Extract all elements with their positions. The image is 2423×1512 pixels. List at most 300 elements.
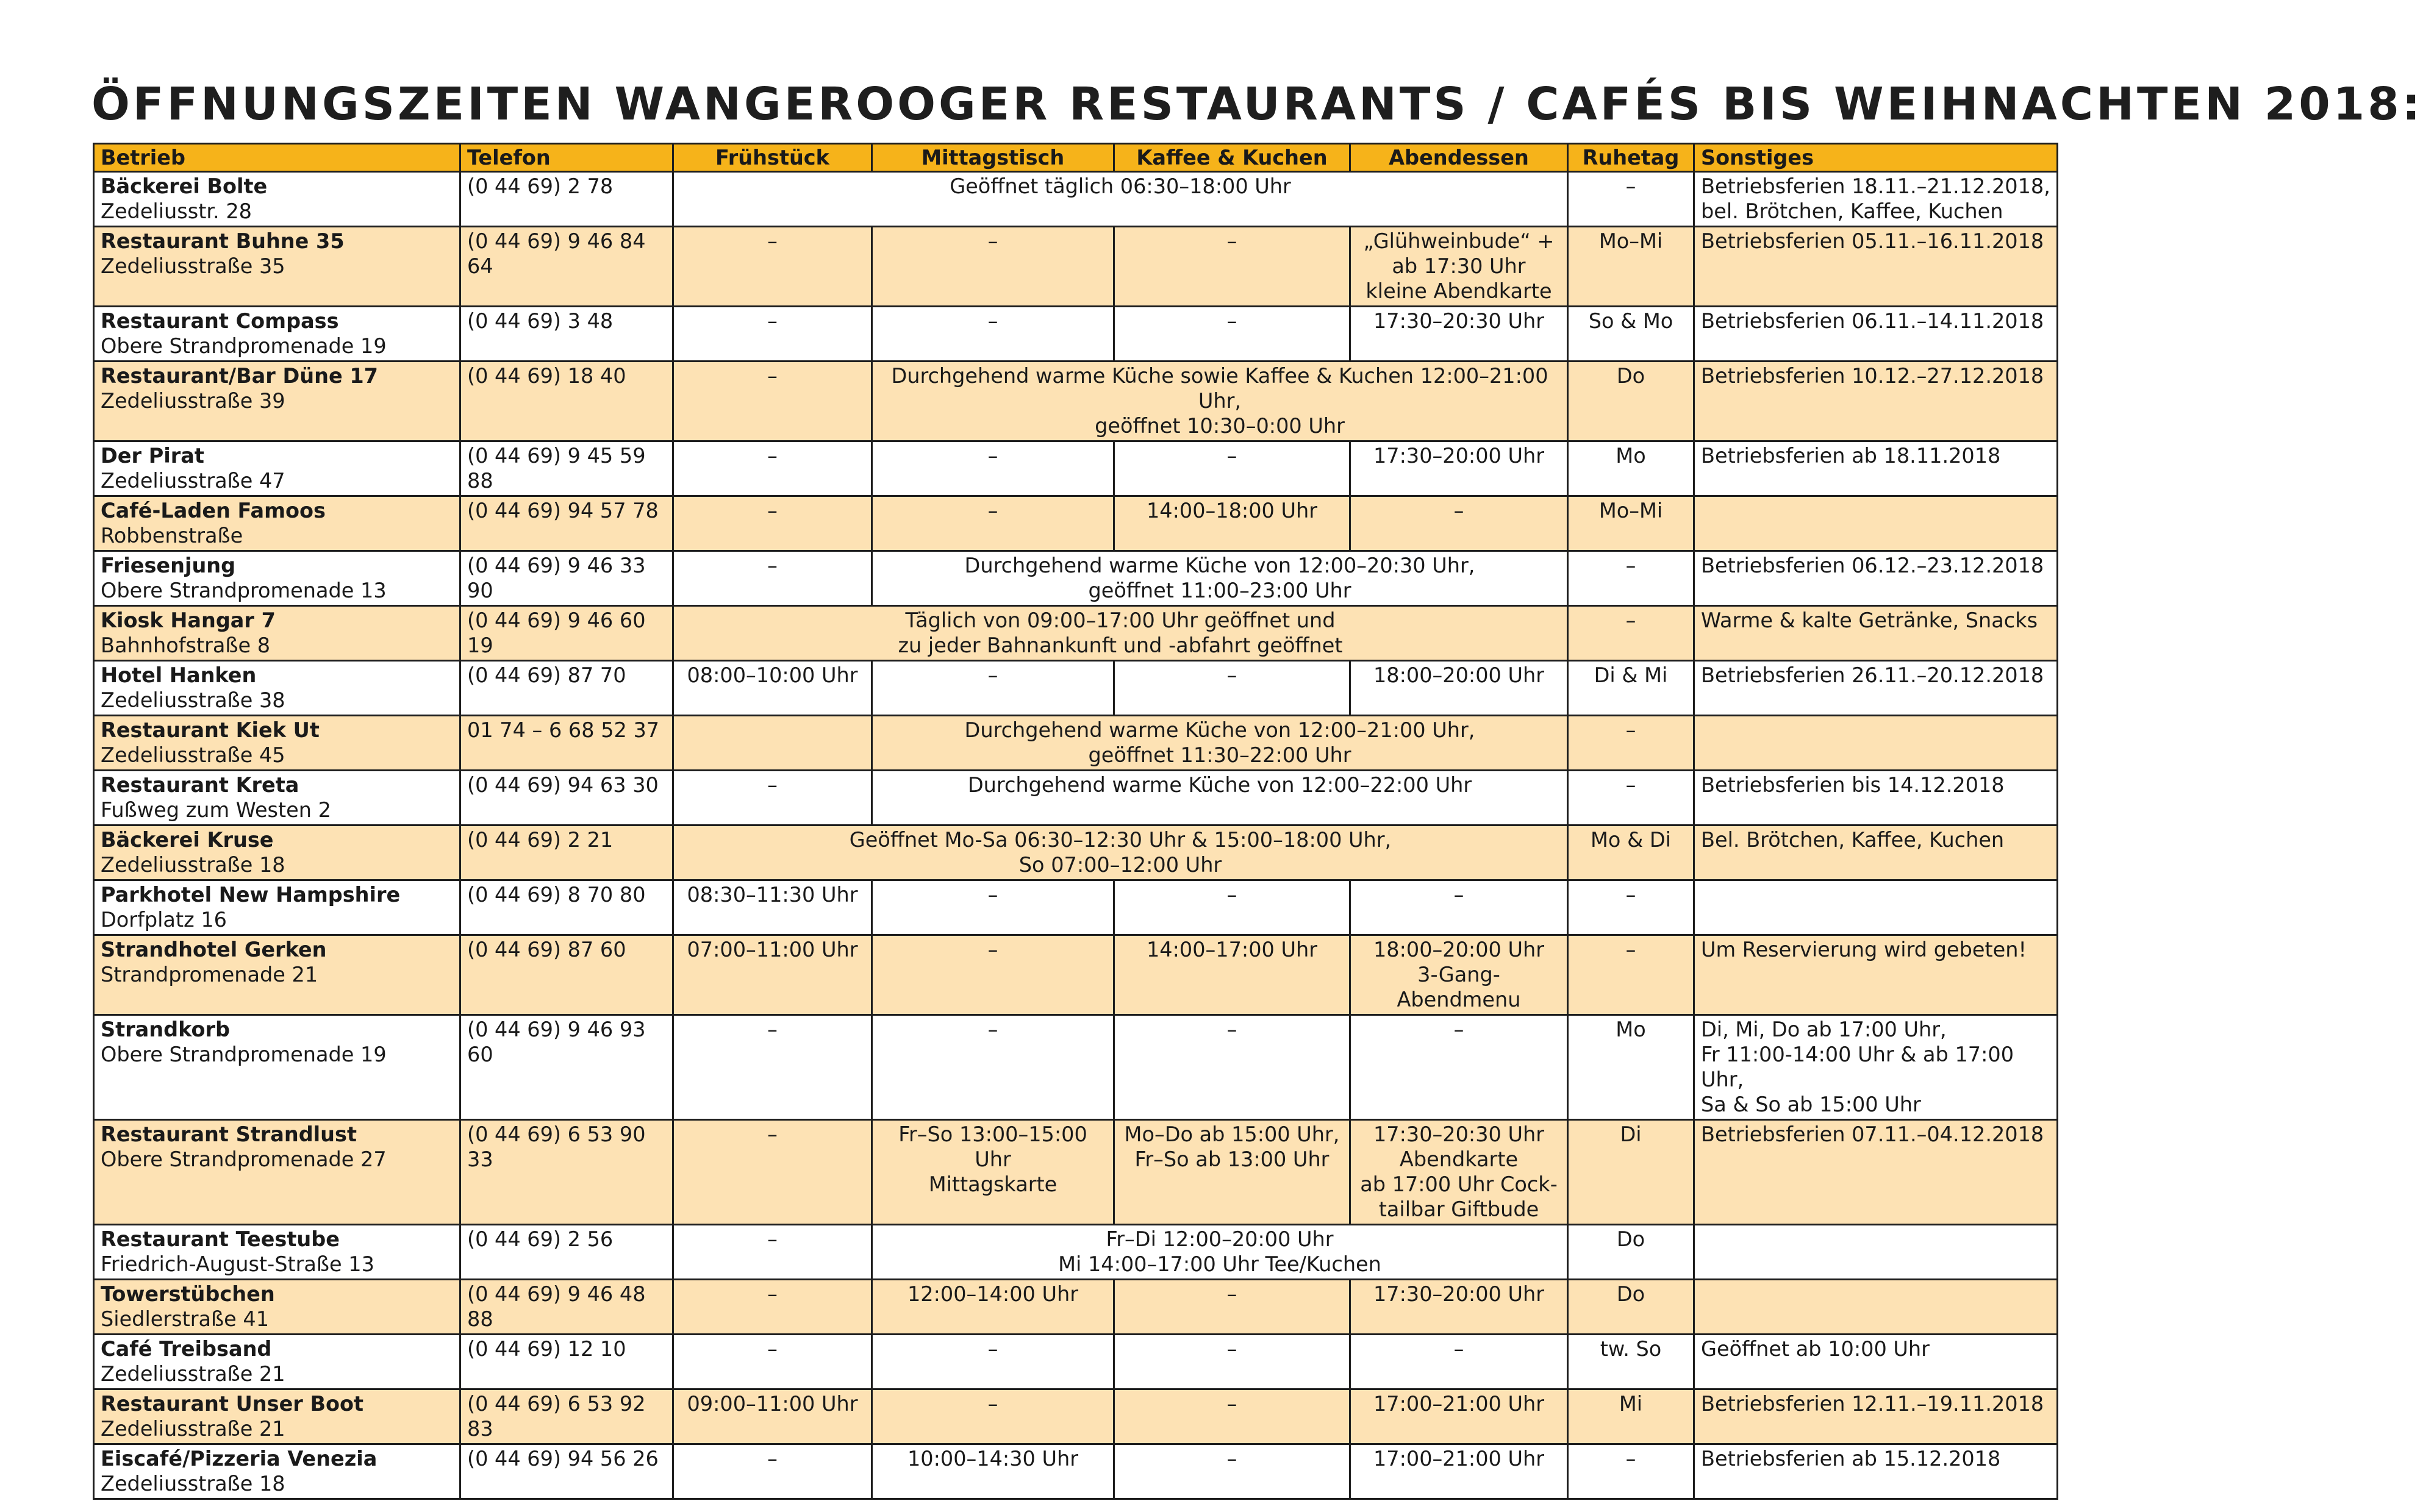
cell-betrieb bbox=[94, 1225, 460, 1280]
business-address: Zedeliusstraße 47 bbox=[101, 469, 285, 493]
cell-line: – bbox=[767, 554, 778, 577]
cell-kaffee bbox=[1114, 1015, 1350, 1120]
business-name: Hotel Hanken bbox=[101, 663, 257, 687]
cell-telefon bbox=[460, 716, 673, 771]
cell-line: Betriebsferien 18.11.–21.12.2018, bbox=[1701, 174, 2050, 198]
cell-betrieb bbox=[94, 880, 460, 935]
cell-line: 08:30–11:30 Uhr bbox=[687, 883, 858, 907]
cell-line: Betriebsferien 26.11.–20.12.2018 bbox=[1701, 663, 2044, 687]
cell-kaffee bbox=[1114, 307, 1350, 362]
cell-line: Geöffnet täglich 06:30–18:00 Uhr bbox=[950, 174, 1291, 198]
cell-fruehstueck bbox=[673, 716, 872, 771]
cell-line: (0 44 69) 2 21 bbox=[467, 828, 614, 852]
cell-line: Fr 11:00-14:00 Uhr & ab 17:00 Uhr, bbox=[1701, 1043, 2014, 1091]
cell-mittagstisch bbox=[872, 227, 1114, 307]
cell-fruehstueck bbox=[673, 661, 872, 716]
cell-betrieb bbox=[94, 441, 460, 496]
cell-kaffee bbox=[1114, 496, 1350, 551]
business-address: Strandpromenade 21 bbox=[101, 963, 318, 986]
cell-kaffee bbox=[1114, 1120, 1350, 1225]
column-header-telefon: Telefon bbox=[460, 144, 673, 172]
business-address: Friedrich-August-Straße 13 bbox=[101, 1252, 374, 1276]
cell-sonstiges bbox=[1694, 716, 2058, 771]
cell-betrieb bbox=[94, 362, 460, 441]
cell-kaffee bbox=[1114, 1280, 1350, 1335]
business-name: Restaurant Kreta bbox=[101, 773, 299, 797]
cell-line: 17:30–20:00 Uhr bbox=[1373, 1282, 1544, 1306]
cell-ruhetag bbox=[1568, 935, 1694, 1015]
business-address: Zedeliusstraße 18 bbox=[101, 853, 285, 877]
cell-line: – bbox=[987, 309, 998, 333]
cell-span-hours bbox=[673, 606, 1568, 661]
cell-kaffee bbox=[1114, 661, 1350, 716]
cell-sonstiges bbox=[1694, 826, 2058, 880]
cell-line: 07:00–11:00 Uhr bbox=[687, 938, 858, 961]
cell-betrieb bbox=[94, 716, 460, 771]
cell-fruehstueck bbox=[673, 362, 872, 441]
cell-line: – bbox=[1625, 938, 1636, 961]
cell-abendessen bbox=[1350, 1120, 1568, 1225]
business-address: Siedlerstraße 41 bbox=[101, 1307, 270, 1331]
cell-line: So & Mo bbox=[1588, 309, 1673, 333]
cell-sonstiges bbox=[1694, 880, 2058, 935]
table-row bbox=[94, 551, 2058, 606]
cell-line: – bbox=[1226, 229, 1237, 253]
business-name: Bäckerei Kruse bbox=[101, 828, 274, 852]
cell-betrieb bbox=[94, 661, 460, 716]
cell-line: tailbar Giftbude bbox=[1378, 1197, 1539, 1221]
cell-abendessen bbox=[1350, 661, 1568, 716]
column-header-kaffee: Kaffee & Kuchen bbox=[1114, 144, 1350, 172]
page-title: ÖFFNUNGSZEITEN WANGEROOGER RESTAURANTS / CAFÉS BIS WEIHNACHTEN 2018: bbox=[91, 78, 2423, 130]
cell-fruehstueck bbox=[673, 441, 872, 496]
cell-line: – bbox=[767, 364, 778, 388]
business-address: Zedeliusstr. 28 bbox=[101, 199, 252, 223]
cell-line: Geöffnet Mo-Sa 06:30–12:30 Uhr & 15:00–18:00 Uhr, bbox=[849, 828, 1392, 852]
cell-sonstiges bbox=[1694, 1280, 2058, 1335]
cell-line: (0 44 69) 9 46 93 60 bbox=[467, 1018, 646, 1066]
cell-line: Mo & Di bbox=[1591, 828, 1671, 852]
business-address: Obere Strandpromenade 19 bbox=[101, 1043, 387, 1066]
business-address: Obere Strandpromenade 13 bbox=[101, 579, 387, 602]
cell-ruhetag bbox=[1568, 880, 1694, 935]
cell-line: Do bbox=[1616, 1282, 1645, 1306]
business-name: Strandkorb bbox=[101, 1018, 230, 1041]
cell-line: – bbox=[987, 229, 998, 253]
cell-line: Täglich von 09:00–17:00 Uhr geöffnet und bbox=[905, 608, 1336, 632]
business-name: Café-Laden Famoos bbox=[101, 499, 326, 522]
cell-line: Um Reservierung wird gebeten! bbox=[1701, 938, 2027, 961]
cell-betrieb bbox=[94, 1389, 460, 1444]
business-name: Restaurant/Bar Düne 17 bbox=[101, 364, 378, 388]
cell-mittagstisch bbox=[872, 935, 1114, 1015]
cell-line: (0 44 69) 8 70 80 bbox=[467, 883, 646, 907]
cell-line: Di bbox=[1620, 1122, 1642, 1146]
cell-line: – bbox=[1453, 883, 1464, 907]
cell-betrieb bbox=[94, 606, 460, 661]
cell-telefon bbox=[460, 307, 673, 362]
business-name: Restaurant Teestube bbox=[101, 1227, 340, 1251]
cell-fruehstueck bbox=[673, 1015, 872, 1120]
cell-line: Betriebsferien 06.11.–14.11.2018 bbox=[1701, 309, 2044, 333]
cell-line: Mittagskarte bbox=[928, 1172, 1058, 1196]
business-name: Parkhotel New Hampshire bbox=[101, 883, 401, 907]
header-row bbox=[94, 144, 2058, 172]
cell-ruhetag bbox=[1568, 227, 1694, 307]
cell-betrieb bbox=[94, 227, 460, 307]
cell-line: (0 44 69) 6 53 92 83 bbox=[467, 1392, 646, 1441]
cell-betrieb bbox=[94, 1335, 460, 1389]
business-name: Friesenjung bbox=[101, 554, 236, 577]
cell-line: – bbox=[1226, 1392, 1237, 1416]
cell-ruhetag bbox=[1568, 1015, 1694, 1120]
cell-line: Geöffnet ab 10:00 Uhr bbox=[1701, 1337, 1930, 1361]
cell-ruhetag bbox=[1568, 771, 1694, 826]
business-address: Bahnhofstraße 8 bbox=[101, 633, 271, 657]
cell-line: Do bbox=[1616, 364, 1645, 388]
cell-line: – bbox=[1625, 554, 1636, 577]
cell-line: Betriebsferien ab 15.12.2018 bbox=[1701, 1447, 2001, 1471]
cell-line: Betriebsferien 06.12.–23.12.2018 bbox=[1701, 554, 2044, 577]
cell-span-hours bbox=[872, 551, 1568, 606]
cell-line: Warme & kalte Getränke, Snacks bbox=[1701, 608, 2038, 632]
cell-line: – bbox=[1625, 174, 1636, 198]
business-name: Restaurant Strandlust bbox=[101, 1122, 357, 1146]
table-row bbox=[94, 1225, 2058, 1280]
cell-line: (0 44 69) 94 57 78 bbox=[467, 499, 659, 522]
cell-line: – bbox=[1625, 773, 1636, 797]
cell-mittagstisch bbox=[872, 441, 1114, 496]
column-header-fruehstueck: Frühstück bbox=[673, 144, 872, 172]
cell-kaffee bbox=[1114, 1444, 1350, 1499]
cell-telefon bbox=[460, 1280, 673, 1335]
cell-sonstiges bbox=[1694, 935, 2058, 1015]
cell-line: 3-Gang-Abendmenu bbox=[1397, 963, 1521, 1011]
cell-line: – bbox=[987, 1018, 998, 1041]
cell-ruhetag bbox=[1568, 1120, 1694, 1225]
cell-sonstiges bbox=[1694, 1120, 2058, 1225]
cell-ruhetag bbox=[1568, 606, 1694, 661]
table-row bbox=[94, 826, 2058, 880]
cell-line: 17:00–21:00 Uhr bbox=[1373, 1447, 1544, 1471]
cell-line: 18:00–20:00 Uhr bbox=[1373, 938, 1544, 961]
cell-line: – bbox=[1226, 1447, 1237, 1471]
cell-line: 17:30–20:00 Uhr bbox=[1373, 444, 1544, 468]
cell-line: (0 44 69) 18 40 bbox=[467, 364, 626, 388]
cell-mittagstisch bbox=[872, 1335, 1114, 1389]
cell-line: 10:00–14:30 Uhr bbox=[907, 1447, 1078, 1471]
cell-fruehstueck bbox=[673, 1389, 872, 1444]
cell-line: 09:00–11:00 Uhr bbox=[687, 1392, 858, 1416]
cell-line: – bbox=[987, 883, 998, 907]
cell-abendessen bbox=[1350, 1015, 1568, 1120]
cell-line: Betriebsferien ab 18.11.2018 bbox=[1701, 444, 2001, 468]
cell-line: – bbox=[1453, 1018, 1464, 1041]
business-address: Zedeliusstraße 38 bbox=[101, 688, 285, 712]
business-address: Robbenstraße bbox=[101, 524, 243, 547]
cell-line: (0 44 69) 3 48 bbox=[467, 309, 614, 333]
cell-line: (0 44 69) 6 53 90 33 bbox=[467, 1122, 646, 1171]
cell-betrieb bbox=[94, 1444, 460, 1499]
cell-line: – bbox=[767, 1122, 778, 1146]
cell-line: (0 44 69) 9 46 33 90 bbox=[467, 554, 646, 602]
cell-line: Mi 14:00–17:00 Uhr Tee/Kuchen bbox=[1058, 1252, 1381, 1276]
cell-line: geöffnet 11:30–22:00 Uhr bbox=[1088, 743, 1351, 767]
cell-line: 14:00–17:00 Uhr bbox=[1146, 938, 1317, 961]
cell-line: Durchgehend warme Küche sowie Kaffee & Kuchen 12:00–21:00 Uhr, bbox=[891, 364, 1548, 413]
cell-telefon bbox=[460, 1335, 673, 1389]
cell-betrieb bbox=[94, 551, 460, 606]
cell-sonstiges bbox=[1694, 227, 2058, 307]
cell-line: geöffnet 11:00–23:00 Uhr bbox=[1088, 579, 1351, 602]
cell-sonstiges bbox=[1694, 771, 2058, 826]
cell-line: Di, Mi, Do ab 17:00 Uhr, bbox=[1701, 1018, 1947, 1041]
cell-line: 14:00–18:00 Uhr bbox=[1146, 499, 1317, 522]
cell-mittagstisch bbox=[872, 1444, 1114, 1499]
cell-line: Do bbox=[1616, 1227, 1645, 1251]
table-row bbox=[94, 1280, 2058, 1335]
business-address: Zedeliusstraße 35 bbox=[101, 254, 285, 278]
cell-line: 08:00–10:00 Uhr bbox=[687, 663, 858, 687]
cell-abendessen bbox=[1350, 1444, 1568, 1499]
cell-fruehstueck bbox=[673, 1444, 872, 1499]
opening-hours-table bbox=[93, 143, 2058, 1500]
cell-line: – bbox=[987, 663, 998, 687]
business-name: Towerstübchen bbox=[101, 1282, 275, 1306]
table-row bbox=[94, 1335, 2058, 1389]
cell-telefon bbox=[460, 172, 673, 227]
cell-betrieb bbox=[94, 935, 460, 1015]
table-row bbox=[94, 771, 2058, 826]
cell-ruhetag bbox=[1568, 551, 1694, 606]
cell-line: (0 44 69) 12 10 bbox=[467, 1337, 626, 1361]
cell-betrieb bbox=[94, 1015, 460, 1120]
business-name: Restaurant Compass bbox=[101, 309, 339, 333]
cell-line: – bbox=[987, 1392, 998, 1416]
cell-sonstiges bbox=[1694, 606, 2058, 661]
cell-line: Durchgehend warme Küche von 12:00–22:00 Uhr bbox=[967, 773, 1472, 797]
cell-ruhetag bbox=[1568, 1444, 1694, 1499]
cell-fruehstueck bbox=[673, 1335, 872, 1389]
column-header-abendessen: Abendessen bbox=[1350, 144, 1568, 172]
cell-sonstiges bbox=[1694, 1225, 2058, 1280]
cell-span-hours bbox=[872, 362, 1568, 441]
cell-line: 18:00–20:00 Uhr bbox=[1373, 663, 1544, 687]
cell-line: – bbox=[767, 1282, 778, 1306]
business-name: Restaurant Kiek Ut bbox=[101, 718, 320, 742]
cell-ruhetag bbox=[1568, 661, 1694, 716]
cell-line: – bbox=[987, 938, 998, 961]
cell-mittagstisch bbox=[872, 1389, 1114, 1444]
cell-fruehstueck bbox=[673, 551, 872, 606]
cell-telefon bbox=[460, 661, 673, 716]
cell-abendessen bbox=[1350, 496, 1568, 551]
business-address: Dorfplatz 16 bbox=[101, 908, 227, 932]
cell-betrieb bbox=[94, 1120, 460, 1225]
cell-line: Betriebsferien 07.11.–04.12.2018 bbox=[1701, 1122, 2044, 1146]
cell-abendessen bbox=[1350, 227, 1568, 307]
cell-fruehstueck bbox=[673, 307, 872, 362]
cell-ruhetag bbox=[1568, 1280, 1694, 1335]
cell-mittagstisch bbox=[872, 1120, 1114, 1225]
cell-line: – bbox=[987, 444, 998, 468]
table-row bbox=[94, 935, 2058, 1015]
table-row bbox=[94, 606, 2058, 661]
cell-span-hours bbox=[673, 826, 1568, 880]
cell-telefon bbox=[460, 496, 673, 551]
cell-line: – bbox=[1453, 499, 1464, 522]
cell-line: ab 17:00 Uhr Cock- bbox=[1360, 1172, 1558, 1196]
cell-telefon bbox=[460, 227, 673, 307]
cell-line: Sa & So ab 15:00 Uhr bbox=[1701, 1093, 1921, 1116]
cell-line: – bbox=[1226, 1337, 1237, 1361]
cell-line: – bbox=[767, 229, 778, 253]
cell-line: Mo bbox=[1616, 444, 1646, 468]
business-address: Zedeliusstraße 21 bbox=[101, 1417, 285, 1441]
cell-telefon bbox=[460, 826, 673, 880]
cell-telefon bbox=[460, 362, 673, 441]
cell-telefon bbox=[460, 771, 673, 826]
cell-ruhetag bbox=[1568, 441, 1694, 496]
cell-telefon bbox=[460, 1120, 673, 1225]
cell-line: – bbox=[987, 499, 998, 522]
cell-line: (0 44 69) 9 46 60 19 bbox=[467, 608, 646, 657]
table-row bbox=[94, 661, 2058, 716]
cell-telefon bbox=[460, 606, 673, 661]
column-header-mittagstisch: Mittagstisch bbox=[872, 144, 1114, 172]
cell-line: – bbox=[767, 773, 778, 797]
cell-sonstiges bbox=[1694, 1015, 2058, 1120]
cell-ruhetag bbox=[1568, 1389, 1694, 1444]
cell-betrieb bbox=[94, 172, 460, 227]
business-address: Zedeliusstraße 18 bbox=[101, 1472, 285, 1496]
cell-kaffee bbox=[1114, 441, 1350, 496]
cell-telefon bbox=[460, 935, 673, 1015]
cell-betrieb bbox=[94, 826, 460, 880]
cell-line: – bbox=[1625, 883, 1636, 907]
table-row bbox=[94, 227, 2058, 307]
table-row bbox=[94, 362, 2058, 441]
cell-line: 17:00–21:00 Uhr bbox=[1373, 1392, 1544, 1416]
table-row bbox=[94, 1389, 2058, 1444]
cell-sonstiges bbox=[1694, 172, 2058, 227]
cell-line: (0 44 69) 87 60 bbox=[467, 938, 626, 961]
cell-telefon bbox=[460, 1015, 673, 1120]
cell-fruehstueck bbox=[673, 496, 872, 551]
cell-abendessen bbox=[1350, 1280, 1568, 1335]
cell-line: (0 44 69) 87 70 bbox=[467, 663, 626, 687]
cell-ruhetag bbox=[1568, 716, 1694, 771]
cell-ruhetag bbox=[1568, 496, 1694, 551]
cell-kaffee bbox=[1114, 227, 1350, 307]
cell-telefon bbox=[460, 551, 673, 606]
cell-line: Durchgehend warme Küche von 12:00–21:00 Uhr, bbox=[964, 718, 1475, 742]
cell-line: – bbox=[1226, 309, 1237, 333]
cell-sonstiges bbox=[1694, 551, 2058, 606]
cell-ruhetag bbox=[1568, 826, 1694, 880]
cell-betrieb bbox=[94, 496, 460, 551]
cell-line: Durchgehend warme Küche von 12:00–20:30 Uhr, bbox=[964, 554, 1475, 577]
cell-line: (0 44 69) 2 78 bbox=[467, 174, 614, 198]
cell-abendessen bbox=[1350, 1335, 1568, 1389]
cell-line: – bbox=[1625, 608, 1636, 632]
cell-sonstiges bbox=[1694, 1444, 2058, 1499]
cell-line: – bbox=[1625, 718, 1636, 742]
cell-line: So 07:00–12:00 Uhr bbox=[1018, 853, 1222, 877]
cell-line: tw. So bbox=[1600, 1337, 1662, 1361]
cell-line: – bbox=[767, 1447, 778, 1471]
cell-line: 17:30–20:30 Uhr bbox=[1373, 1122, 1544, 1146]
cell-line: Mo–Do ab 15:00 Uhr, bbox=[1124, 1122, 1340, 1146]
cell-span-hours bbox=[872, 771, 1568, 826]
cell-line: Abendkarte bbox=[1399, 1147, 1519, 1171]
cell-line: – bbox=[1625, 1447, 1636, 1471]
cell-kaffee bbox=[1114, 1335, 1350, 1389]
business-address: Obere Strandpromenade 19 bbox=[101, 334, 387, 358]
business-name: Eiscafé/Pizzeria Venezia bbox=[101, 1447, 378, 1471]
cell-line: – bbox=[767, 499, 778, 522]
table-body bbox=[94, 172, 2058, 1499]
cell-telefon bbox=[460, 880, 673, 935]
cell-fruehstueck bbox=[673, 1120, 872, 1225]
cell-ruhetag bbox=[1568, 172, 1694, 227]
business-name: Café Treibsand bbox=[101, 1337, 272, 1361]
table-row bbox=[94, 880, 2058, 935]
cell-line: geöffnet 10:30–0:00 Uhr bbox=[1095, 414, 1345, 438]
cell-line: (0 44 69) 2 56 bbox=[467, 1227, 614, 1251]
cell-line: 17:30–20:30 Uhr bbox=[1373, 309, 1544, 333]
cell-line: bel. Brötchen, Kaffee, Kuchen bbox=[1701, 199, 2003, 223]
cell-line: Betriebsferien 05.11.–16.11.2018 bbox=[1701, 229, 2044, 253]
cell-sonstiges bbox=[1694, 661, 2058, 716]
cell-betrieb bbox=[94, 307, 460, 362]
cell-ruhetag bbox=[1568, 307, 1694, 362]
cell-line: Mi bbox=[1619, 1392, 1643, 1416]
table-row bbox=[94, 307, 2058, 362]
business-address: Zedeliusstraße 39 bbox=[101, 389, 285, 413]
table-row bbox=[94, 1015, 2058, 1120]
cell-mittagstisch bbox=[872, 496, 1114, 551]
cell-telefon bbox=[460, 441, 673, 496]
cell-line: – bbox=[767, 1337, 778, 1361]
cell-line: Bel. Brötchen, Kaffee, Kuchen bbox=[1701, 828, 2005, 852]
column-header-sonstiges: Sonstiges bbox=[1694, 144, 2058, 172]
cell-ruhetag bbox=[1568, 1225, 1694, 1280]
business-name: Restaurant Buhne 35 bbox=[101, 229, 345, 253]
cell-mittagstisch bbox=[872, 880, 1114, 935]
cell-fruehstueck bbox=[673, 1280, 872, 1335]
cell-line: 01 74 – 6 68 52 37 bbox=[467, 718, 660, 742]
column-header-ruhetag: Ruhetag bbox=[1568, 144, 1694, 172]
cell-line: – bbox=[1226, 883, 1237, 907]
cell-line: Fr–So ab 13:00 Uhr bbox=[1134, 1147, 1330, 1171]
cell-line: – bbox=[1226, 1282, 1237, 1306]
cell-ruhetag bbox=[1568, 362, 1694, 441]
cell-fruehstueck bbox=[673, 880, 872, 935]
cell-line: Fr–Di 12:00–20:00 Uhr bbox=[1106, 1227, 1334, 1251]
cell-line: kleine Abendkarte bbox=[1365, 279, 1552, 303]
cell-fruehstueck bbox=[673, 1225, 872, 1280]
table-row bbox=[94, 1120, 2058, 1225]
cell-line: „Glühweinbude“ + bbox=[1363, 229, 1555, 253]
cell-line: – bbox=[1453, 1337, 1464, 1361]
cell-mittagstisch bbox=[872, 1280, 1114, 1335]
cell-line: Mo bbox=[1616, 1018, 1646, 1041]
cell-sonstiges bbox=[1694, 496, 2058, 551]
cell-line: ab 17:30 Uhr bbox=[1392, 254, 1526, 278]
cell-telefon bbox=[460, 1444, 673, 1499]
cell-abendessen bbox=[1350, 307, 1568, 362]
